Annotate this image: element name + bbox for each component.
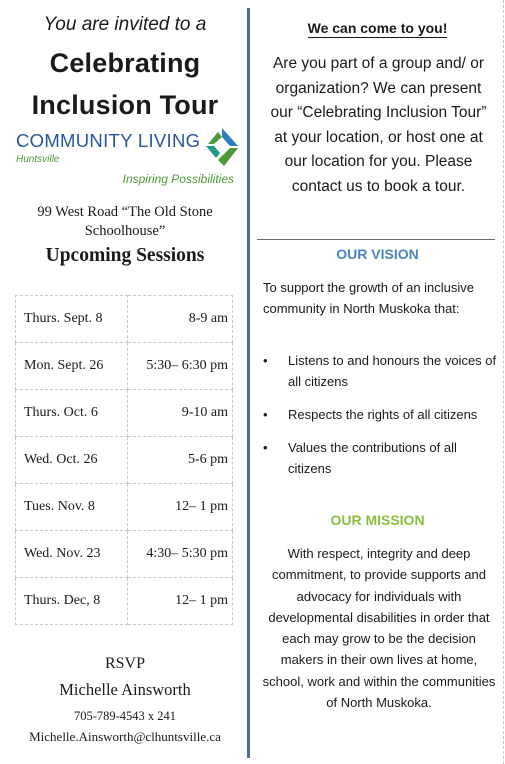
table-row [16, 437, 233, 484]
vision-list [261, 350, 497, 491]
column-divider [247, 8, 250, 758]
sessions-heading: Upcoming Sessions [45, 245, 205, 266]
section-rule [257, 239, 495, 240]
logo-location: Huntsville [16, 154, 60, 165]
address-line-2: Schoolhouse” [84, 223, 166, 239]
address [0, 203, 250, 241]
list-item: • Listens to and honours the voices of all citizens [261, 350, 497, 392]
session-day: Tues. Nov. 8 [16, 484, 128, 531]
vision-intro: To support the growth of an inclusive community in North Muskoka that: [263, 280, 475, 316]
session-day: Thurs. Oct. 6 [16, 390, 128, 437]
session-day: Thurs. Sept. 8 [16, 296, 128, 343]
sessions-table [15, 295, 233, 625]
event-column [0, 0, 250, 764]
community-living-logo [16, 126, 244, 188]
table-row [16, 578, 233, 625]
info-column [255, 0, 500, 764]
session-time: 12– 1 pm [128, 578, 233, 625]
logo-tagline: Inspiring Possibilities [122, 172, 234, 186]
come-to-you-text: Are you part of a group and/ or organization? We can present our “Celebrating Inclusion Tour” at your location, or host one at our location for you. Please contact us to book a tour. [270, 55, 487, 195]
come-to-you-heading-text: We can come to you! [307, 20, 448, 36]
cut-line [503, 0, 504, 764]
logo-mark-icon [202, 126, 242, 170]
session-day: Mon. Sept. 26 [16, 343, 128, 390]
contact-phone: 705-789-4543 x 241 [73, 709, 177, 723]
table-row [16, 343, 233, 390]
list-item: • Values the contributions of all citizens [261, 437, 497, 479]
session-time: 5-6 pm [128, 437, 233, 484]
session-time: 5:30– 6:30 pm [128, 343, 233, 390]
session-time: 9-10 am [128, 390, 233, 437]
rsvp-label: RSVP [104, 655, 146, 672]
address-line-1: 99 West Road “The Old Stone [37, 204, 213, 220]
contact-email-link[interactable]: Michelle.Ainsworth@clhuntsville.ca [29, 729, 221, 744]
mission-heading: OUR MISSION [330, 512, 425, 528]
session-day: Wed. Oct. 26 [16, 437, 128, 484]
table-row [16, 390, 233, 437]
session-time: 4:30– 5:30 pm [128, 531, 233, 578]
come-to-you-heading [255, 20, 500, 36]
session-day: Wed. Nov. 23 [16, 531, 128, 578]
list-item: • Respects the rights of all citizens [261, 404, 497, 425]
logo-name: COMMUNITY LIVING [16, 130, 201, 151]
session-time: 12– 1 pm [128, 484, 233, 531]
session-day: Thurs. Dec, 8 [16, 578, 128, 625]
contact-name: Michelle Ainsworth [59, 680, 191, 699]
table-row [16, 531, 233, 578]
invite-line: You are invited to a [43, 14, 207, 35]
session-time: 8-9 am [128, 296, 233, 343]
vision-heading: OUR VISION [336, 246, 419, 262]
table-row [16, 484, 233, 531]
table-row [16, 296, 233, 343]
mission-text: With respect, integrity and deep commitment, to provide supports and advocacy for individuals with developmental disabilities in order that each may grow to be the decision makers in their own lives at home, school, work and within the communities of North Muskoka. [262, 546, 496, 711]
title-line-2: Inclusion Tour [31, 90, 219, 120]
title-line-1: Celebrating [49, 48, 201, 78]
